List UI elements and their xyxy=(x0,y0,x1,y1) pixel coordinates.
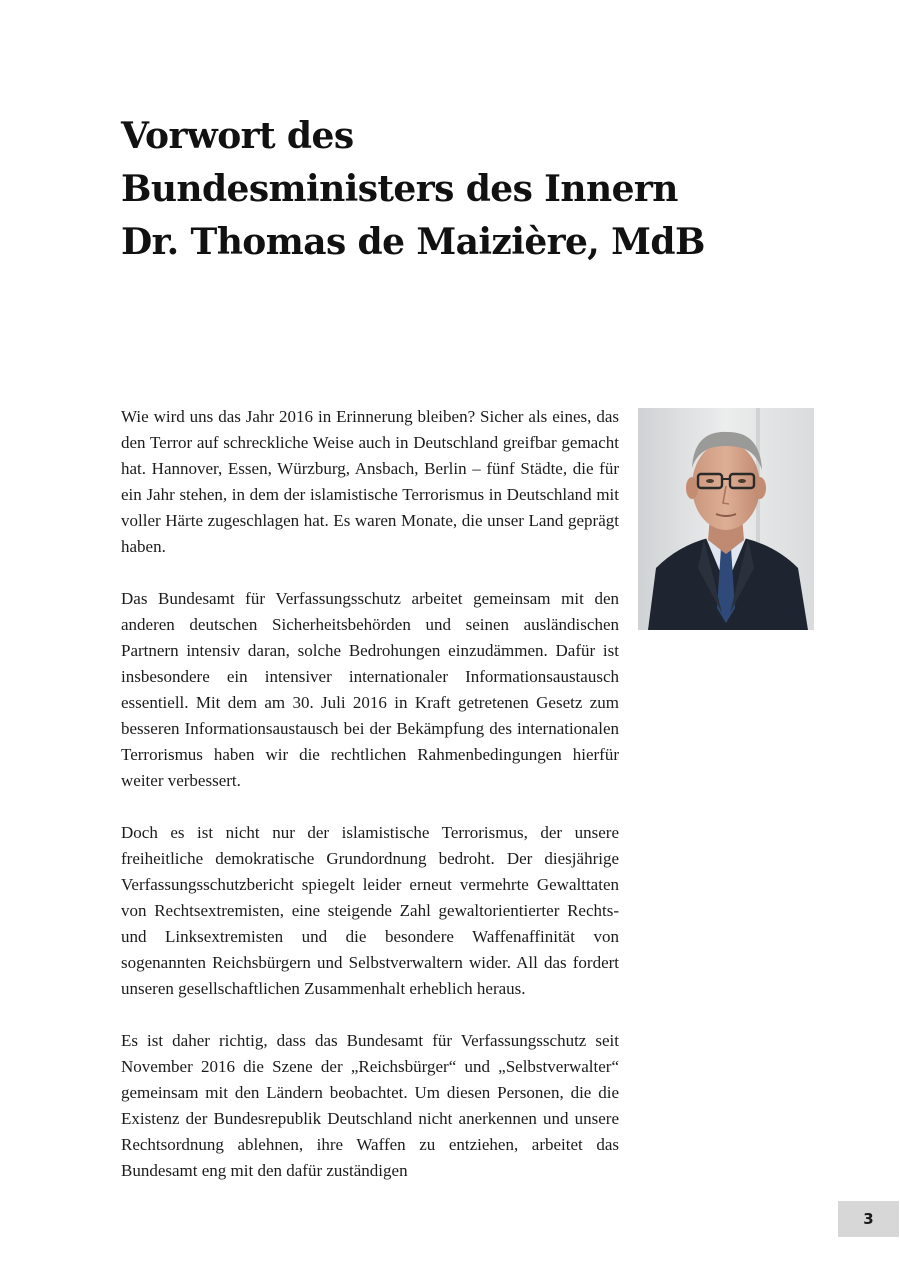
page-title xyxy=(121,110,705,269)
page-number-box xyxy=(838,1201,899,1237)
portrait-illustration xyxy=(638,408,814,630)
ear-left xyxy=(686,477,698,499)
eye-right xyxy=(738,479,746,483)
page-title-line-2: Bundesministers des Innern xyxy=(121,168,678,210)
portrait-photo xyxy=(638,408,814,630)
body-text xyxy=(121,404,619,1210)
page-title-line-1: Vorwort des xyxy=(121,115,354,157)
paragraph-3: Doch es ist nicht nur der islamistische Terrorismus, der unsere freiheitliche demokratische Grundordnung bedroht. Der diesjährige Verfassungsschutzbericht spiegelt leider erneut vermehrte Gewalttaten von Rechtsextremisten, eine steigende Zahl gewaltorientierter Rechts- und Linksextremisten und die besondere Waffenaffinität von sogenannten Reichsbürgern und Selbstverwaltern wider. All das fordert unseren gesellschaftlichen Zusammenhalt erheblich heraus. xyxy=(121,823,619,998)
paragraph-2: Das Bundesamt für Verfassungsschutz arbeitet gemeinsam mit den anderen deutschen Sicherheitsbehörden und seinen ausländischen Partnern intensiv daran, solche Bedrohungen einzudämmen. Dafür ist insbesondere ein intensiver internationaler Informationsaustausch essentiell. Mit dem am 30. Juli 2016 in Kraft getretenen Gesetz zum besseren Informationsaustausch bei der Bekämpfung des internationalen Terrorismus haben wir die rechtlichen Rahmenbedingungen hierfür weiter verbessert. xyxy=(121,589,619,790)
paragraph-1: Wie wird uns das Jahr 2016 in Erinnerung bleiben? Sicher als eines, das den Terror auf schreckliche Weise auch in Deutschland greifbar gemacht hat. Hannover, Essen, Würzburg, Ansbach, Berlin – fünf Städte, die für ein Jahr stehen, in dem der islamistische Terrorismus in Deutschland mit voller Härte zugeschlagen hat. Es waren Monate, die unser Land geprägt haben. xyxy=(121,407,619,556)
paragraph-4: Es ist daher richtig, dass das Bundesamt für Verfassungsschutz seit November 2016 die Szene der „Reichsbürger“ und „Selbstverwalter“ gemeinsam mit den Ländern beobachtet. Um diesen Personen, die die Existenz der Bundesrepublik Deutschland nicht anerkennen und unsere Rechtsordnung ablehnen, ihre Waffen zu entziehen, arbeitet das Bundesamt eng mit den dafür zuständigen xyxy=(121,1031,619,1180)
page-number: 3 xyxy=(863,1210,874,1228)
page-title-line-3: Dr. Thomas de Maizière, MdB xyxy=(121,221,705,263)
eye-left xyxy=(706,479,714,483)
ear-right xyxy=(754,477,766,499)
